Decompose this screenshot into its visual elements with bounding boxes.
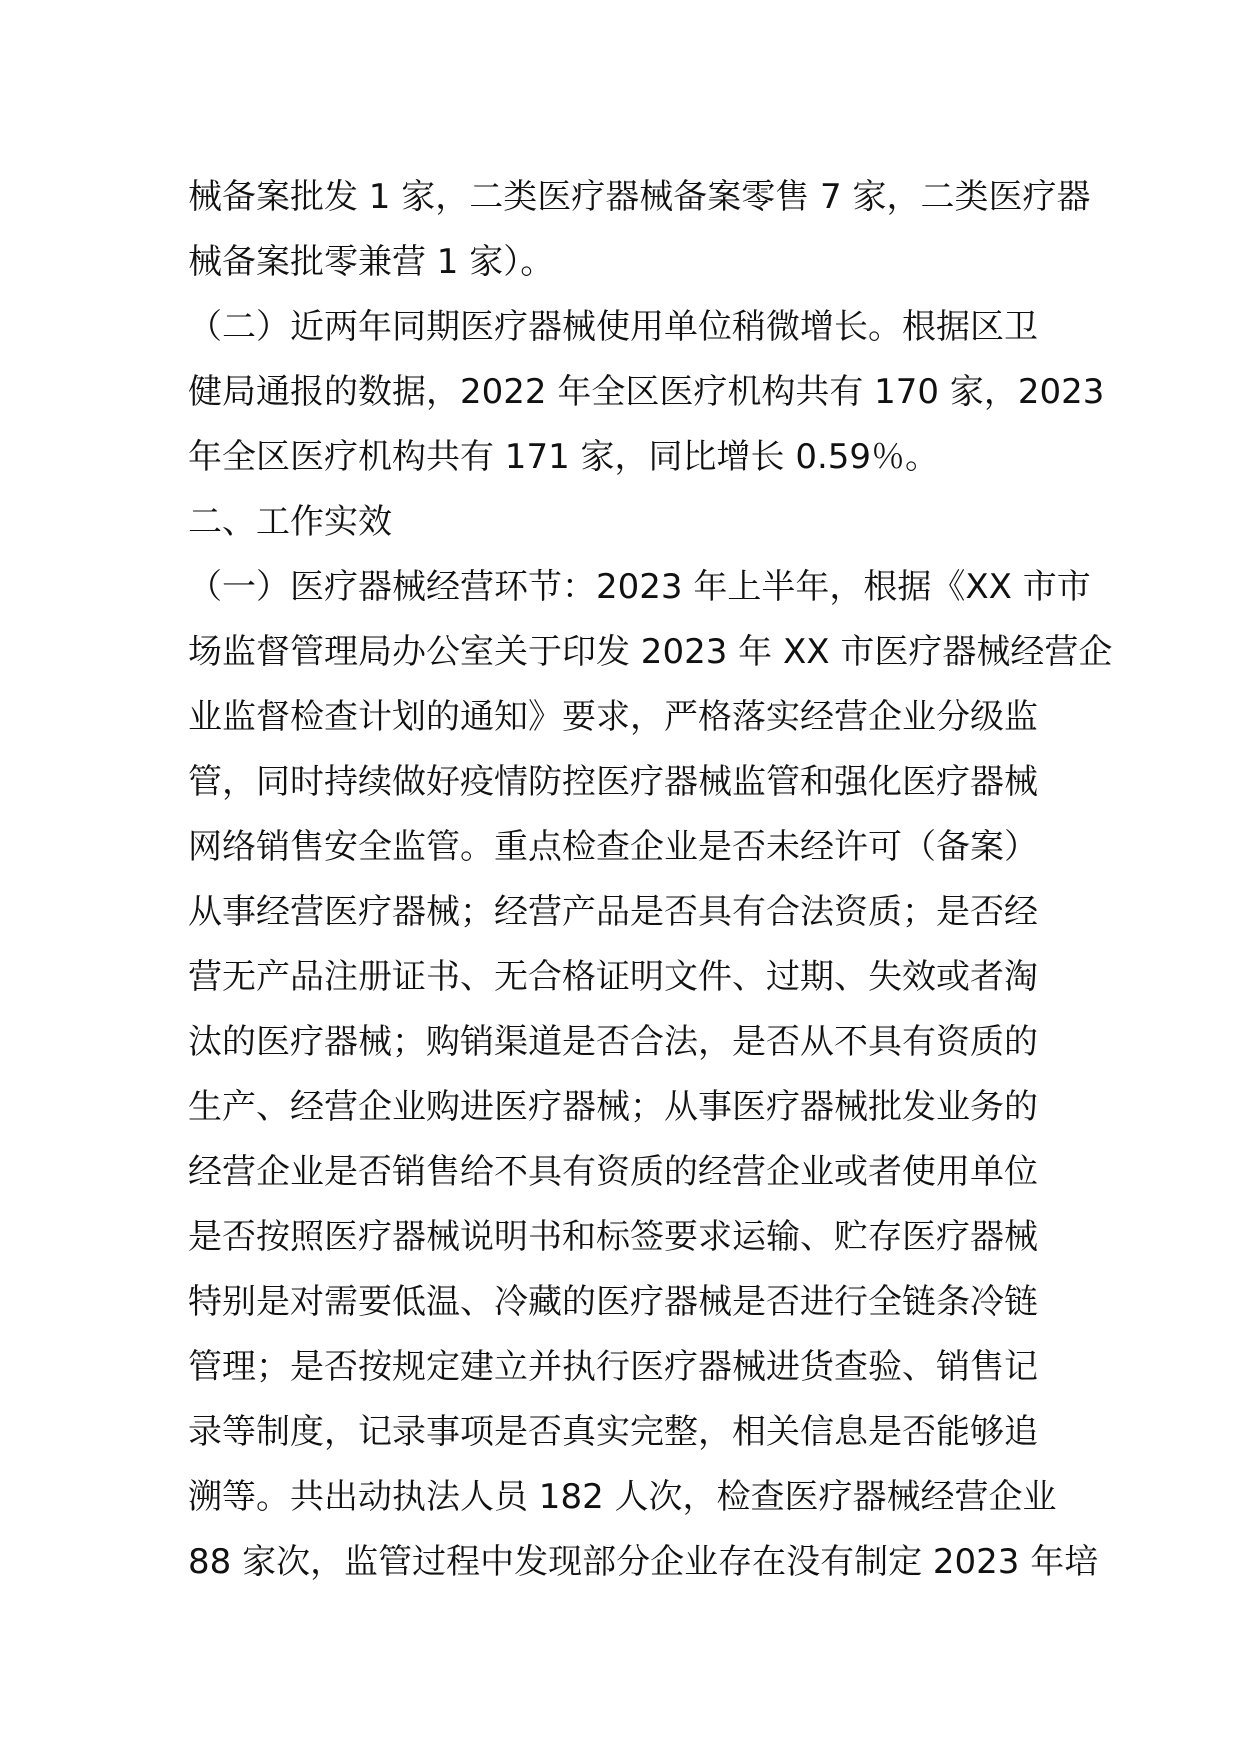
text-line: 营无产品注册证书、无合格证明文件、过期、失效或者淘 [188, 957, 1038, 997]
text-line: 管理；是否按规定建立并执行医疗器械进货查验、销售记 [188, 1347, 1038, 1387]
text-line: 是否按照医疗器械说明书和标签要求运输、贮存医疗器械 [188, 1217, 1038, 1257]
text-line: 管，同时持续做好疫情防控医疗器械监管和强化医疗器械 [188, 762, 1038, 802]
text-line: 业监督检查计划的通知》要求，严格落实经营企业分级监 [188, 697, 1038, 737]
text-line: 汰的医疗器械；购销渠道是否合法，是否从不具有资质的 [188, 1022, 1038, 1062]
text-line: 溯等。共出动执法人员 182 人次，检查医疗器械经营企业 [188, 1477, 1057, 1517]
text-line: 械备案批零兼营 1 家）。 [188, 242, 555, 282]
text-line: 经营企业是否销售给不具有资质的经营企业或者使用单位 [188, 1152, 1038, 1192]
text-line: 健局通报的数据，2022 年全区医疗机构共有 170 家，2023 [188, 372, 1105, 412]
text-line: （一）医疗器械经营环节：2023 年上半年，根据《XX 市市 [188, 567, 1091, 607]
text-line: 88 家次，监管过程中发现部分企业存在没有制定 2023 年培 [188, 1542, 1099, 1582]
text-line: 生产、经营企业购进医疗器械；从事医疗器械批发业务的 [188, 1087, 1038, 1127]
section-heading: 二、工作实效 [188, 502, 392, 542]
text-line: 录等制度，记录事项是否真实完整，相关信息是否能够追 [188, 1412, 1038, 1452]
text-line: 年全区医疗机构共有 171 家，同比增长 0.59％。 [188, 437, 940, 477]
text-line: 从事经营医疗器械；经营产品是否具有合法资质；是否经 [188, 892, 1038, 932]
text-line: 械备案批发 1 家，二类医疗器械备案零售 7 家，二类医疗器 [188, 177, 1091, 217]
text-line: 特别是对需要低温、冷藏的医疗器械是否进行全链条冷链 [188, 1282, 1038, 1322]
text-line: 场监督管理局办公室关于印发 2023 年 XX 市医疗器械经营企 [188, 632, 1113, 672]
text-line: 网络销售安全监管。重点检查企业是否未经许可（备案） [188, 827, 1038, 867]
document-body [188, 165, 1113, 1595]
text-line: （二）近两年同期医疗器械使用单位稍微增长。根据区卫 [188, 307, 1038, 347]
